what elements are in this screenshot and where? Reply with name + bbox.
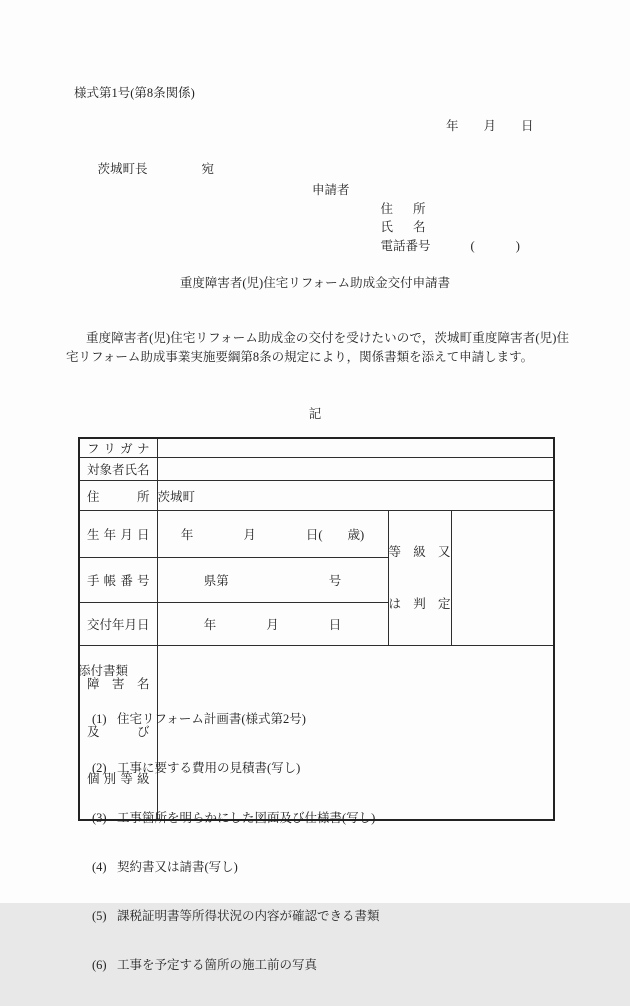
table-row-furigana xyxy=(79,438,554,458)
addressee-line xyxy=(85,144,214,192)
table-row-address xyxy=(79,481,554,511)
item-number: (6) xyxy=(92,958,107,973)
item-text: 工事箇所を明らかにした図面及び仕様書(写し) xyxy=(117,810,376,825)
applicant-label: 申請者 xyxy=(312,183,350,197)
table-row-name xyxy=(79,458,554,481)
ki-heading: 記 xyxy=(308,407,322,421)
birth-label: 生年月日 xyxy=(79,511,157,558)
list-item xyxy=(92,907,380,926)
phone-paren-close: ) xyxy=(515,238,520,253)
phone-paren-open: ( xyxy=(470,238,475,253)
body-paragraph: 重度障害者(児)住宅リフォーム助成金の交付を受けたいので，茨城町重度障害者(児)住宅リフォーム助成事業実施要綱第8条の規定により，関係書類を添えて申請します。 xyxy=(66,331,569,364)
applicant-name-row xyxy=(356,200,520,235)
issue-date-label: 交付年月日 xyxy=(79,602,157,645)
list-item xyxy=(92,759,380,778)
item-text: 契約書又は請書(写し) xyxy=(117,859,238,874)
item-number: (2) xyxy=(92,761,107,776)
furigana-value-cell xyxy=(157,438,554,458)
grade-value-cell xyxy=(451,511,554,646)
item-number: (5) xyxy=(92,909,107,924)
disability-label-line1: 障害名 xyxy=(87,677,150,691)
handbook-value-cell: 県第 号 xyxy=(157,557,388,602)
attachments-heading: 添付書類 xyxy=(78,664,129,678)
addressee-suffix: 宛 xyxy=(201,162,215,176)
applicant-phone-row xyxy=(356,218,520,253)
addressee-name: 茨城町長 xyxy=(97,162,148,176)
target-name-value-cell xyxy=(157,458,554,481)
item-text: 工事に要する費用の見積書(写し) xyxy=(117,761,301,776)
applicant-block xyxy=(312,181,520,253)
item-number: (1) xyxy=(92,712,107,726)
list-item xyxy=(92,858,380,877)
document-title: 重度障害者(児)住宅リフォーム助成金交付申請書 xyxy=(179,276,451,290)
handbook-label: 手帳番号 xyxy=(79,557,157,602)
furigana-label: フリガナ xyxy=(79,438,157,458)
address-label: 住所 xyxy=(79,481,157,511)
birth-value-cell: 年 月 日( 歳) xyxy=(157,511,388,558)
applicant-phone-label: 電話番号 xyxy=(380,238,431,253)
item-number: (3) xyxy=(92,810,107,825)
list-item xyxy=(92,809,380,828)
item-text: 住宅リフォーム計画書(様式第2号) xyxy=(117,712,306,726)
item-text: 課税証明書等所得状況の内容が確認できる書類 xyxy=(117,909,380,924)
grade-label-line2: は判定 xyxy=(388,597,451,611)
attachments-list xyxy=(78,680,380,1006)
form-number: 様式第1号(第8条関係) xyxy=(74,86,195,100)
date-line: 年 月 日 xyxy=(446,119,534,133)
grade-label-cell xyxy=(388,511,451,646)
grade-label-line1: 等級又 xyxy=(388,545,451,559)
list-item xyxy=(92,956,380,975)
issue-date-value-cell: 年 月 日 xyxy=(157,602,388,645)
applicant-name-label: 氏名 xyxy=(380,220,426,235)
target-name-label: 対象者氏名 xyxy=(79,458,157,481)
address-value-cell: 茨城町 xyxy=(157,481,554,511)
item-text: 工事を予定する箇所の施工前の写真 xyxy=(117,958,318,973)
disability-label-line2: 及び xyxy=(87,724,150,739)
table-row-birth xyxy=(79,511,554,558)
disability-label-line3: 個別等級 xyxy=(87,772,150,786)
list-item xyxy=(92,710,380,729)
item-number: (4) xyxy=(92,859,107,874)
applicant-address-row xyxy=(356,181,520,216)
applicant-fields xyxy=(356,181,520,253)
applicant-address-label: 住所 xyxy=(380,201,426,216)
